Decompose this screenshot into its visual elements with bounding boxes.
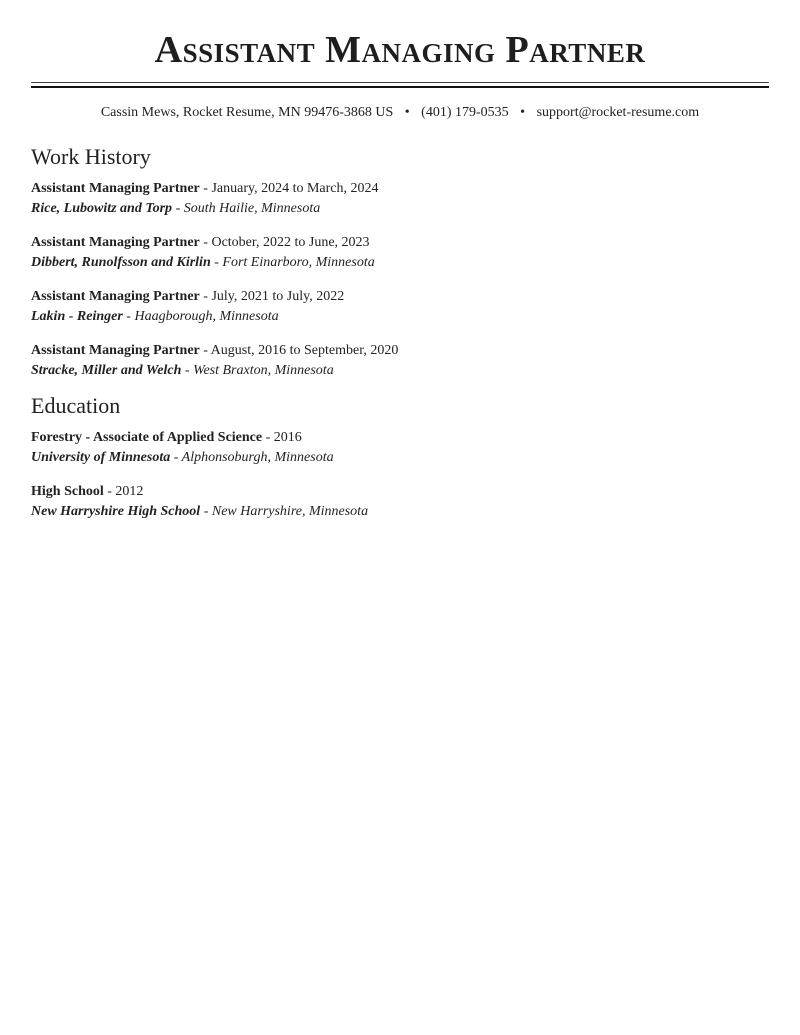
school-name: University of Minnesota [31, 450, 171, 465]
contact-info [31, 104, 769, 122]
job-dates: October, 2022 to June, 2023 [211, 235, 370, 250]
dash: - [200, 504, 212, 519]
divider-thin-line [31, 82, 769, 83]
job-role: Assistant Managing Partner [31, 289, 200, 304]
work-entry [31, 233, 769, 273]
bullet-separator: • [404, 105, 410, 120]
dash: - [199, 289, 212, 304]
education-entry [31, 482, 769, 522]
dash: - [199, 181, 212, 196]
job-role: Assistant Managing Partner [31, 343, 200, 358]
education-entry [31, 428, 769, 468]
dash: - [199, 235, 212, 250]
job-role: Assistant Managing Partner [31, 235, 200, 250]
dash: - [172, 201, 184, 216]
graduation-year: 2012 [115, 484, 144, 499]
company-name: Lakin - Reinger [31, 309, 123, 324]
bullet-separator: • [520, 105, 526, 120]
dash: - [199, 343, 211, 358]
work-entry [31, 341, 769, 381]
header-divider [31, 82, 769, 88]
section-heading-work-history: Work History [31, 144, 151, 169]
contact-email: support@rocket-resume.com [536, 105, 700, 120]
job-dates: January, 2024 to March, 2024 [211, 181, 379, 196]
dash: - [170, 450, 182, 465]
degree: High School [31, 484, 104, 499]
graduation-year: 2016 [273, 430, 302, 445]
degree: Forestry - Associate of Applied Science [31, 430, 263, 445]
section-heading-education: Education [31, 393, 121, 418]
work-entry [31, 287, 769, 327]
dash: - [262, 430, 274, 445]
company-name: Rice, Lubowitz and Torp [31, 201, 173, 216]
school-name: New Harryshire High School [31, 504, 201, 519]
school-location: New Harryshire, Minnesota [211, 504, 369, 519]
job-location: South Hailie, Minnesota [183, 201, 321, 216]
job-dates: August, 2016 to September, 2020 [210, 343, 399, 358]
contact-address: Cassin Mews, Rocket Resume, MN 99476-3868 US [100, 105, 394, 120]
dash: - [181, 363, 194, 378]
job-location: Haagborough, Minnesota [134, 309, 279, 324]
work-entry [31, 179, 769, 219]
divider-thick-line [31, 86, 769, 88]
page-title: Assistant Managing Partner [154, 29, 646, 71]
job-dates: July, 2021 to July, 2022 [211, 289, 345, 304]
contact-phone: (401) 179-0535 [421, 105, 509, 120]
company-name: Dibbert, Runolfsson and Kirlin [31, 255, 211, 270]
dash: - [210, 255, 223, 270]
school-location: Alphonsoburgh, Minnesota [181, 450, 334, 465]
dash: - [122, 309, 135, 324]
job-location: Fort Einarboro, Minnesota [222, 255, 375, 270]
dash: - [103, 484, 116, 499]
job-location: West Braxton, Minnesota [193, 363, 334, 378]
job-role: Assistant Managing Partner [31, 181, 200, 196]
company-name: Stracke, Miller and Welch [31, 363, 182, 378]
